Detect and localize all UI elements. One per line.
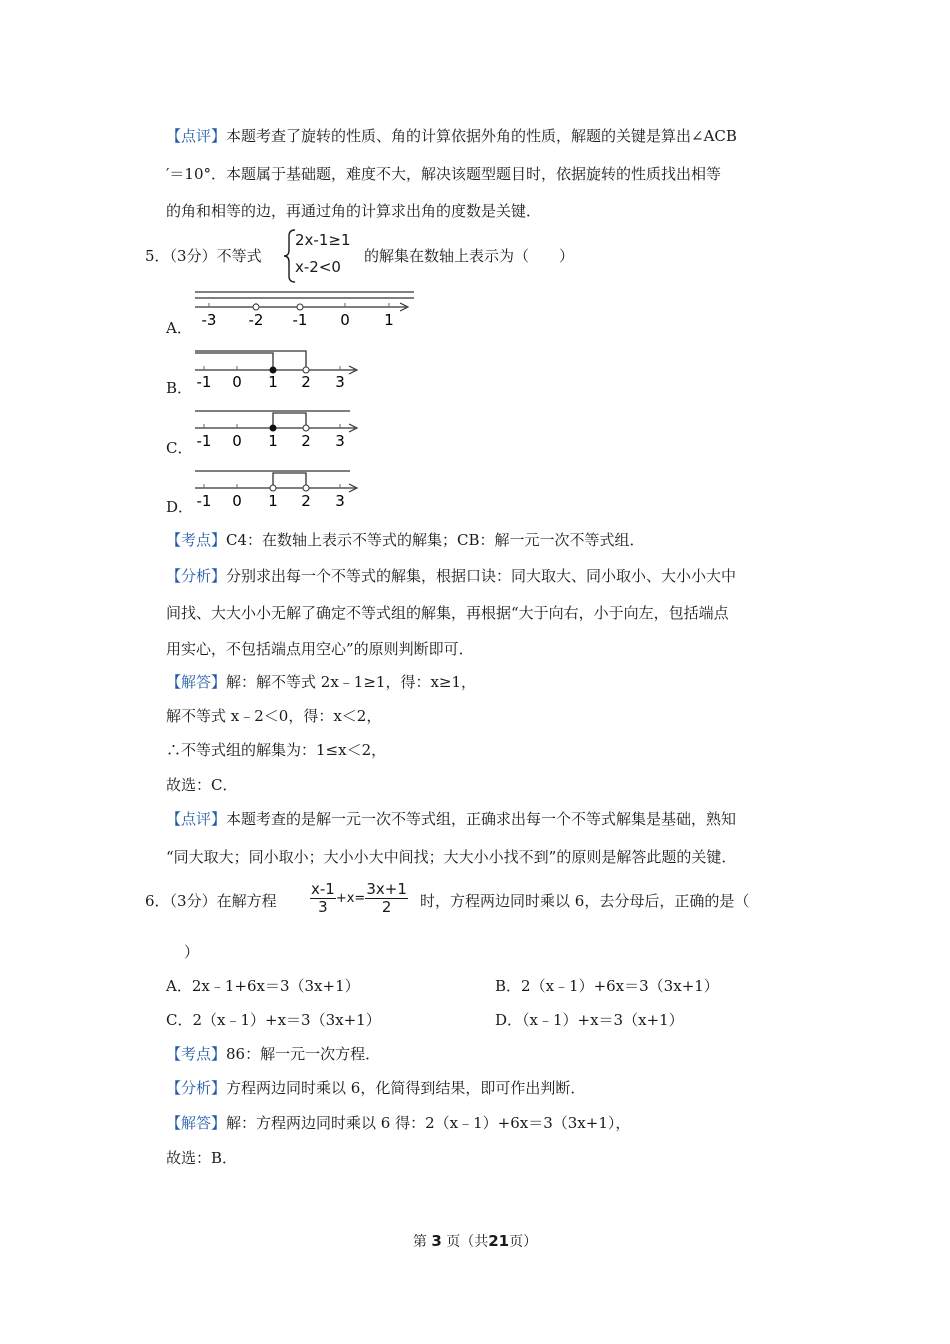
footer-post: 页）: [509, 1234, 538, 1250]
page-number: 3: [431, 1232, 442, 1250]
q5-option-b-label: B．: [166, 379, 193, 397]
tick-label: 3: [335, 373, 345, 391]
q5-dianping-1: [166, 809, 736, 829]
q5-fenxi-3: 用实心，不包括端点用空心”的原则判断即可．: [166, 640, 474, 658]
review-line-2: ′＝10°．本题属于基础题，难度不大，解决该题型题目时，依据旋转的性质找出相等: [166, 165, 721, 183]
q5-system: [283, 228, 363, 284]
fenxi-text: 方程两边同时乘以 6，化简得到结果，即可作出判断．: [226, 1079, 586, 1097]
tick-label: -1: [196, 432, 212, 450]
tick-label: 2: [301, 492, 311, 510]
jieda-tag: 【解答】: [166, 673, 227, 691]
q6-number: 6．（3分）在解方程: [145, 892, 277, 910]
review-line-1: [166, 126, 737, 146]
q6-fraction-1: $\frac{x-1}{3}$: [311, 880, 335, 916]
q6-fraction-2: $\frac{3x+1}{2}$: [366, 880, 407, 916]
footer-pre: 第: [412, 1234, 427, 1250]
tick-label: 0: [232, 492, 242, 510]
q5-number: 5．（3分）不等式: [145, 247, 262, 265]
kaodian-tag: 【考点】: [166, 1045, 227, 1063]
q5-option-c-numberline: [192, 406, 362, 450]
tick-label: 1: [268, 492, 278, 510]
tick-label: 3: [335, 432, 345, 450]
q6-kaodian: [166, 1044, 380, 1064]
q6-option-d: D．（x﹣1）+x＝3（x+1）: [495, 1011, 684, 1029]
tick-label: 1: [268, 432, 278, 450]
dianping-tag: 【点评】: [166, 810, 227, 828]
q6-option-b: B．2（x﹣1）+6x＝3（3x+1）: [495, 977, 719, 995]
q6-stem: [145, 891, 277, 911]
page-total: 21: [488, 1232, 510, 1250]
q6-tail: 时，方程两边同时乘以 6，去分母后，正确的是（: [420, 892, 750, 910]
page-footer: [0, 1231, 950, 1251]
q6-jieda-2: 故选：B．: [166, 1149, 238, 1167]
q5-dianping-2: “同大取大；同小取小；大小小大中间找；大大小小找不到”的原则是解答此题的关键．: [166, 848, 737, 866]
q5-option-a-numberline: [192, 288, 414, 332]
kaodian-text: 86：解一元一次方程．: [226, 1045, 381, 1063]
tick-label: 0: [340, 311, 350, 329]
q5-jieda-1: [166, 672, 476, 692]
q5-fenxi-1: [166, 566, 736, 586]
tick-label: -1: [292, 311, 308, 329]
q5-option-c-label: C．: [166, 439, 193, 457]
review-line-3: 的角和相等的边，再通过角的计算求出角的度数是关键．: [166, 202, 542, 220]
q6-jieda-1: [166, 1113, 630, 1133]
tick-label: 0: [232, 432, 242, 450]
tick-label: -2: [248, 311, 264, 329]
q6-fenxi: [166, 1078, 585, 1098]
q6-equation: [310, 881, 408, 916]
tick-label: 2: [301, 432, 311, 450]
review-text-1: 本题考查了旋转的性质、角的计算依据外角的性质，解题的关键是算出∠ACB: [226, 127, 737, 145]
tick-label: 1: [268, 373, 278, 391]
fenxi-tag: 【分析】: [166, 567, 227, 585]
jieda-tag: 【解答】: [166, 1114, 227, 1132]
q5-option-d-label: D．: [166, 498, 194, 516]
q6-option-a: A．2x﹣1+6x＝3（3x+1）: [166, 977, 360, 995]
q5-option-b-numberline: [192, 348, 362, 392]
q5-option-a-label: A．: [166, 319, 192, 337]
q5-ineq-1: 2x-1≥1: [295, 231, 351, 249]
q5-tail: 的解集在数轴上表示为（ ）: [364, 247, 575, 265]
kaodian-text: C4：在数轴上表示不等式的解集；CB：解一元一次不等式组．: [226, 531, 645, 549]
tick-label: -1: [196, 492, 212, 510]
q5-jieda-2: 解不等式 x﹣2＜0，得：x＜2，: [166, 707, 382, 725]
kaodian-tag: 【考点】: [166, 531, 227, 549]
fenxi-tag: 【分析】: [166, 1079, 227, 1097]
q5-option-d-numberline: [192, 466, 362, 510]
tick-label: 1: [384, 311, 394, 329]
tick-label: 2: [301, 373, 311, 391]
dianping-text: 本题考查的是解一元一次不等式组，正确求出每一个不等式解集是基础，熟知: [226, 810, 737, 828]
q5-fenxi-2: 间找、大大小小无解了确定不等式组的解集，再根据“大于向右，小于向左，包括端点: [166, 604, 729, 622]
tick-label: -3: [201, 311, 217, 329]
q5-jieda-4: 故选：C．: [166, 776, 238, 794]
tick-label: 0: [232, 373, 242, 391]
review-tag: 【点评】: [166, 127, 227, 145]
q5-ineq-2: x-2<0: [295, 258, 341, 276]
q6-option-c: C．2（x﹣1）+x＝3（3x+1）: [166, 1011, 381, 1029]
fenxi-text: 分别求出每一个不等式的解集，根据口诀：同大取大、同小取小、大小小大中: [226, 567, 737, 585]
q6-mid: +x=: [335, 891, 366, 906]
q5-kaodian: [166, 530, 645, 550]
q5-stem: [145, 246, 262, 266]
tick-label: 3: [335, 492, 345, 510]
footer-mid: 页（共: [446, 1234, 489, 1250]
q5-jieda-3: ∴不等式组的解集为：1≤x＜2，: [166, 741, 387, 759]
jieda-text: 解：方程两边同时乘以 6 得：2（x﹣1）+6x＝3（3x+1），: [226, 1114, 631, 1132]
tick-label: -1: [196, 373, 212, 391]
q6-close: ）: [184, 943, 200, 961]
jieda-text: 解：解不等式 2x﹣1≥1，得：x≥1，: [226, 673, 477, 691]
